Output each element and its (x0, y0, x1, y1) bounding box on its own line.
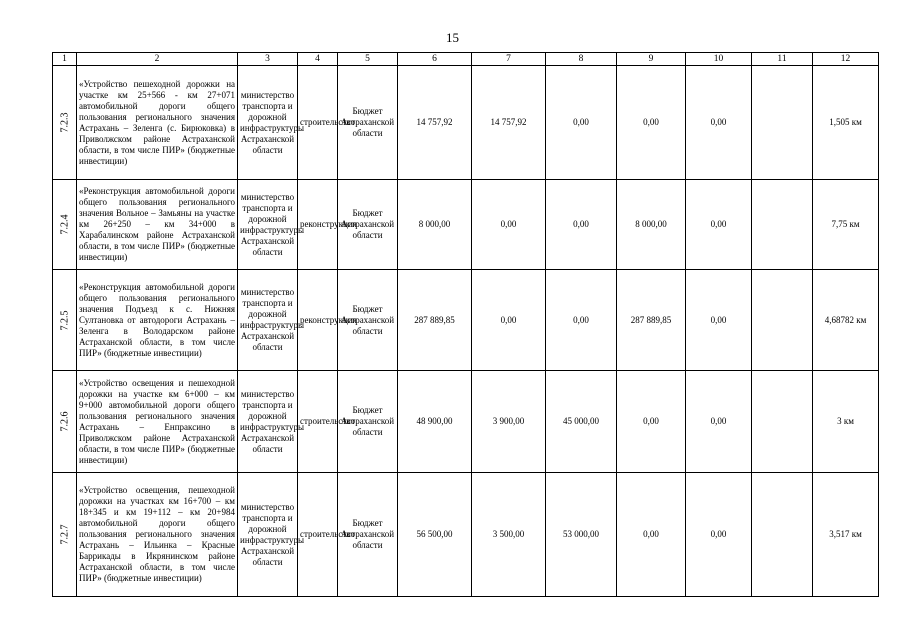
row-number-text: 7.2.6 (59, 411, 71, 432)
amount-col7-cell: 3 500,00 (472, 473, 546, 597)
amount-col8-cell: 53 000,00 (546, 473, 617, 597)
amount-col9-cell: 8 000,00 (617, 180, 686, 270)
column-number: 3 (238, 53, 298, 66)
page-number: 15 (446, 30, 459, 45)
amount-col7-cell: 14 757,92 (472, 66, 546, 180)
total-amount-cell: 14 757,92 (398, 66, 472, 180)
col11-cell (752, 270, 813, 371)
funding-source-cell: Бюджет Астраханской области (338, 66, 398, 180)
col11-cell (752, 66, 813, 180)
measure-name: «Реконструкция автомобильной дороги общего пользования регионального значения Вольное – Замьяны на участке км 26+250 – км 34+000 в Харабалинском районе Астраханской области, в том числе ПИР» (бюджетные инвестиции) (77, 180, 238, 270)
length-cell: 3 км (813, 371, 879, 473)
column-number: 11 (752, 53, 813, 66)
table-row (53, 66, 879, 180)
row-number-text: 7.2.4 (59, 214, 71, 235)
measure-name: «Устройство пешеходной дорожки на участке км 25+566 - км 27+071 автомобильной дороги общего пользования регионального значения Астрахань – Зеленга (с. Бирюковка) в Приволжском районе Астраханской области, в том числе ПИР» (бюджетные инвестиции) (77, 66, 238, 180)
length-cell: 4,68782 км (813, 270, 879, 371)
executor-cell: министерство транспорта и дорожной инфраструктуры Астраханской области (238, 371, 298, 473)
column-number: 4 (298, 53, 338, 66)
funding-source-cell: Бюджет Астраханской области (338, 180, 398, 270)
work-type-cell: реконструкция (298, 180, 338, 270)
amount-col9-cell: 0,00 (617, 371, 686, 473)
funding-source-cell: Бюджет Астраханской области (338, 270, 398, 371)
measure-name: «Реконструкция автомобильной дороги общего пользования регионального значения Подъезд к с. Нижняя Султановка от автодороги Астрахань – Зеленга в Володарском районе Астраханской области, в том числе ПИР» (бюджетные инвестиции) (77, 270, 238, 371)
amount-col9-cell: 0,00 (617, 66, 686, 180)
amount-col10-cell: 0,00 (686, 66, 752, 180)
work-type-cell: строительство (298, 371, 338, 473)
row-number (53, 371, 77, 473)
column-number: 5 (338, 53, 398, 66)
table-row (53, 473, 879, 597)
column-number: 6 (398, 53, 472, 66)
executor-cell: министерство транспорта и дорожной инфраструктуры Астраханской области (238, 270, 298, 371)
total-amount-cell: 287 889,85 (398, 270, 472, 371)
measure-name: «Устройство освещения, пешеходной дорожки на участках км 16+700 – км 18+345 и км 19+112 – км 20+984 автомобильной дороги общего пользования регионального значения Астрахань – Ильинка – Красные Баррикады в Икрянинском районе Астраханской области, в том числе ПИР» (бюджетные инвестиции) (77, 473, 238, 597)
measure-name: «Устройство освещения и пешеходной дорожки на участке км 6+000 – км 9+000 автомобильной дороги общего пользования регионального значения Астрахань – Енпраксино в Приволжском районе Астраханской области, в том числе ПИР» (бюджетные инвестиции) (77, 371, 238, 473)
executor-cell: министерство транспорта и дорожной инфраструктуры Астраханской области (238, 66, 298, 180)
amount-col8-cell: 0,00 (546, 180, 617, 270)
amount-col10-cell: 0,00 (686, 270, 752, 371)
column-number: 7 (472, 53, 546, 66)
column-number: 8 (546, 53, 617, 66)
amount-col9-cell: 0,00 (617, 473, 686, 597)
row-number (53, 66, 77, 180)
col11-cell (752, 473, 813, 597)
length-cell: 3,517 км (813, 473, 879, 597)
work-type-cell: строительство (298, 66, 338, 180)
program-table (52, 52, 879, 597)
column-number-row (53, 53, 879, 66)
table-row (53, 180, 879, 270)
amount-col10-cell: 0,00 (686, 180, 752, 270)
amount-col7-cell: 0,00 (472, 270, 546, 371)
executor-cell: министерство транспорта и дорожной инфраструктуры Астраханской области (238, 180, 298, 270)
amount-col10-cell: 0,00 (686, 371, 752, 473)
total-amount-cell: 56 500,00 (398, 473, 472, 597)
row-number-text: 7.2.3 (59, 112, 71, 133)
row-number (53, 180, 77, 270)
table-row (53, 270, 879, 371)
amount-col7-cell: 3 900,00 (472, 371, 546, 473)
amount-col10-cell: 0,00 (686, 473, 752, 597)
work-type-cell: реконструкция (298, 270, 338, 371)
row-number-text: 7.2.7 (59, 524, 71, 545)
amount-col8-cell: 45 000,00 (546, 371, 617, 473)
column-number: 10 (686, 53, 752, 66)
length-cell: 7,75 км (813, 180, 879, 270)
column-number: 1 (53, 53, 77, 66)
column-number: 12 (813, 53, 879, 66)
length-cell: 1,505 км (813, 66, 879, 180)
work-type-cell: строительство (298, 473, 338, 597)
amount-col7-cell: 0,00 (472, 180, 546, 270)
col11-cell (752, 371, 813, 473)
table-row (53, 371, 879, 473)
amount-col8-cell: 0,00 (546, 270, 617, 371)
funding-source-cell: Бюджет Астраханской области (338, 473, 398, 597)
row-number-text: 7.2.5 (59, 310, 71, 330)
row-number (53, 270, 77, 371)
amount-col9-cell: 287 889,85 (617, 270, 686, 371)
amount-col8-cell: 0,00 (546, 66, 617, 180)
funding-source-cell: Бюджет Астраханской области (338, 371, 398, 473)
column-number: 9 (617, 53, 686, 66)
column-number: 2 (77, 53, 238, 66)
total-amount-cell: 48 900,00 (398, 371, 472, 473)
executor-cell: министерство транспорта и дорожной инфраструктуры Астраханской области (238, 473, 298, 597)
col11-cell (752, 180, 813, 270)
total-amount-cell: 8 000,00 (398, 180, 472, 270)
row-number (53, 473, 77, 597)
